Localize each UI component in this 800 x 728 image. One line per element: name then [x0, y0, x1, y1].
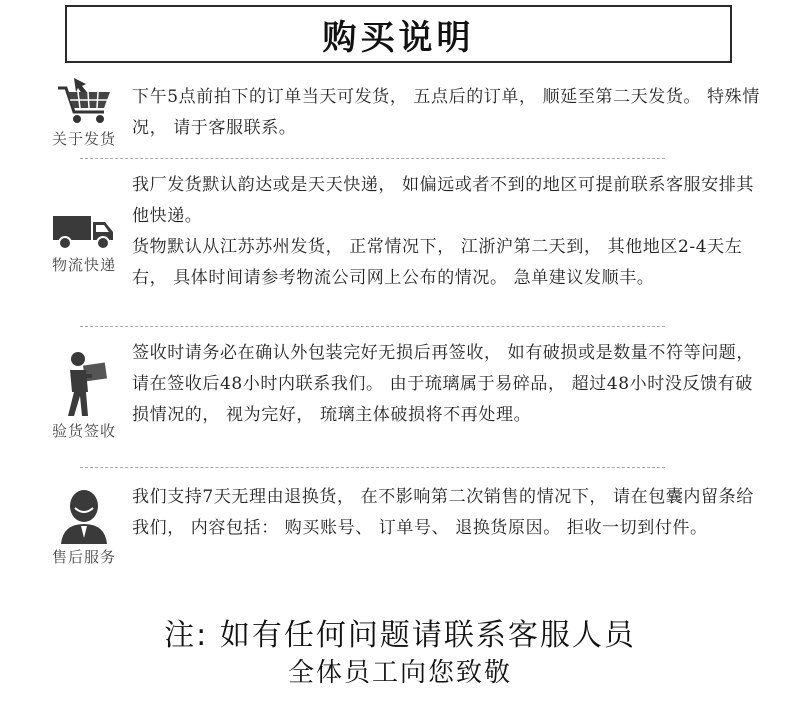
section-text	[132, 82, 762, 144]
title-box	[65, 5, 732, 63]
section-inspection	[40, 336, 770, 464]
section-text	[132, 338, 762, 431]
section-inspection-icon-col	[40, 350, 128, 441]
section-label: 关于发货	[51, 130, 116, 148]
truck-icon	[51, 210, 117, 252]
divider	[80, 467, 665, 468]
shopping-cart-icon	[52, 76, 116, 126]
footer-note: 注: 如有任何问题请联系客服人员	[164, 618, 636, 653]
section-logistics-icon-col	[40, 210, 128, 275]
delivery-person-icon	[56, 350, 112, 418]
divider	[80, 326, 665, 327]
section-text	[132, 482, 762, 544]
section-label: 物流快递	[51, 256, 116, 274]
section-paragraph: 我们支持7天无理由退换货， 在不影响第二次销售的情况下， 请在包囊内留条给我们， 内容包括： 购买账号、 订单号、 退换货原因。 拒收一切到付件。	[132, 487, 754, 538]
section-paragraph: 签收时请务必在确认外包装完好无损后再签收， 如有破损或是数量不符等问题， 请在签收后48小时内联系我们。 由于琉璃属于易碎品， 超过48小时没反馈有破损情况的， 视为完好， 琉璃主体破损将不再处理。	[132, 343, 755, 425]
page-title: 购买说明	[322, 17, 475, 58]
section-label: 验货签收	[51, 422, 116, 440]
section-shipping-icon-col	[40, 76, 128, 149]
section-text	[132, 170, 762, 294]
section-paragraph: 货物默认从江苏苏州发货， 正常情况下， 江浙沪第二天到， 其他地区2-4天左右， 具体时间请参考物流公司网上公布的情况。 急单建议发顺丰。	[132, 237, 743, 288]
footer-greeting: 全体员工向您致敬	[287, 658, 512, 688]
section-paragraph: 下午5点前拍下的订单当天可发货， 五点后的订单， 顺延至第二天发货。 特殊情况， 请于客服联系。	[132, 87, 760, 138]
section-after-sales-icon-col	[40, 484, 128, 567]
section-shipping	[40, 76, 770, 156]
section-paragraph: 我厂发货默认韵达或是天天快递， 如偏远或者不到的地区可提前联系客服安排其他快递。	[132, 175, 755, 226]
section-label: 售后服务	[51, 548, 116, 566]
section-logistics	[40, 168, 770, 318]
customer-service-icon	[55, 484, 113, 544]
section-after-sales	[40, 478, 770, 588]
divider	[80, 158, 665, 159]
